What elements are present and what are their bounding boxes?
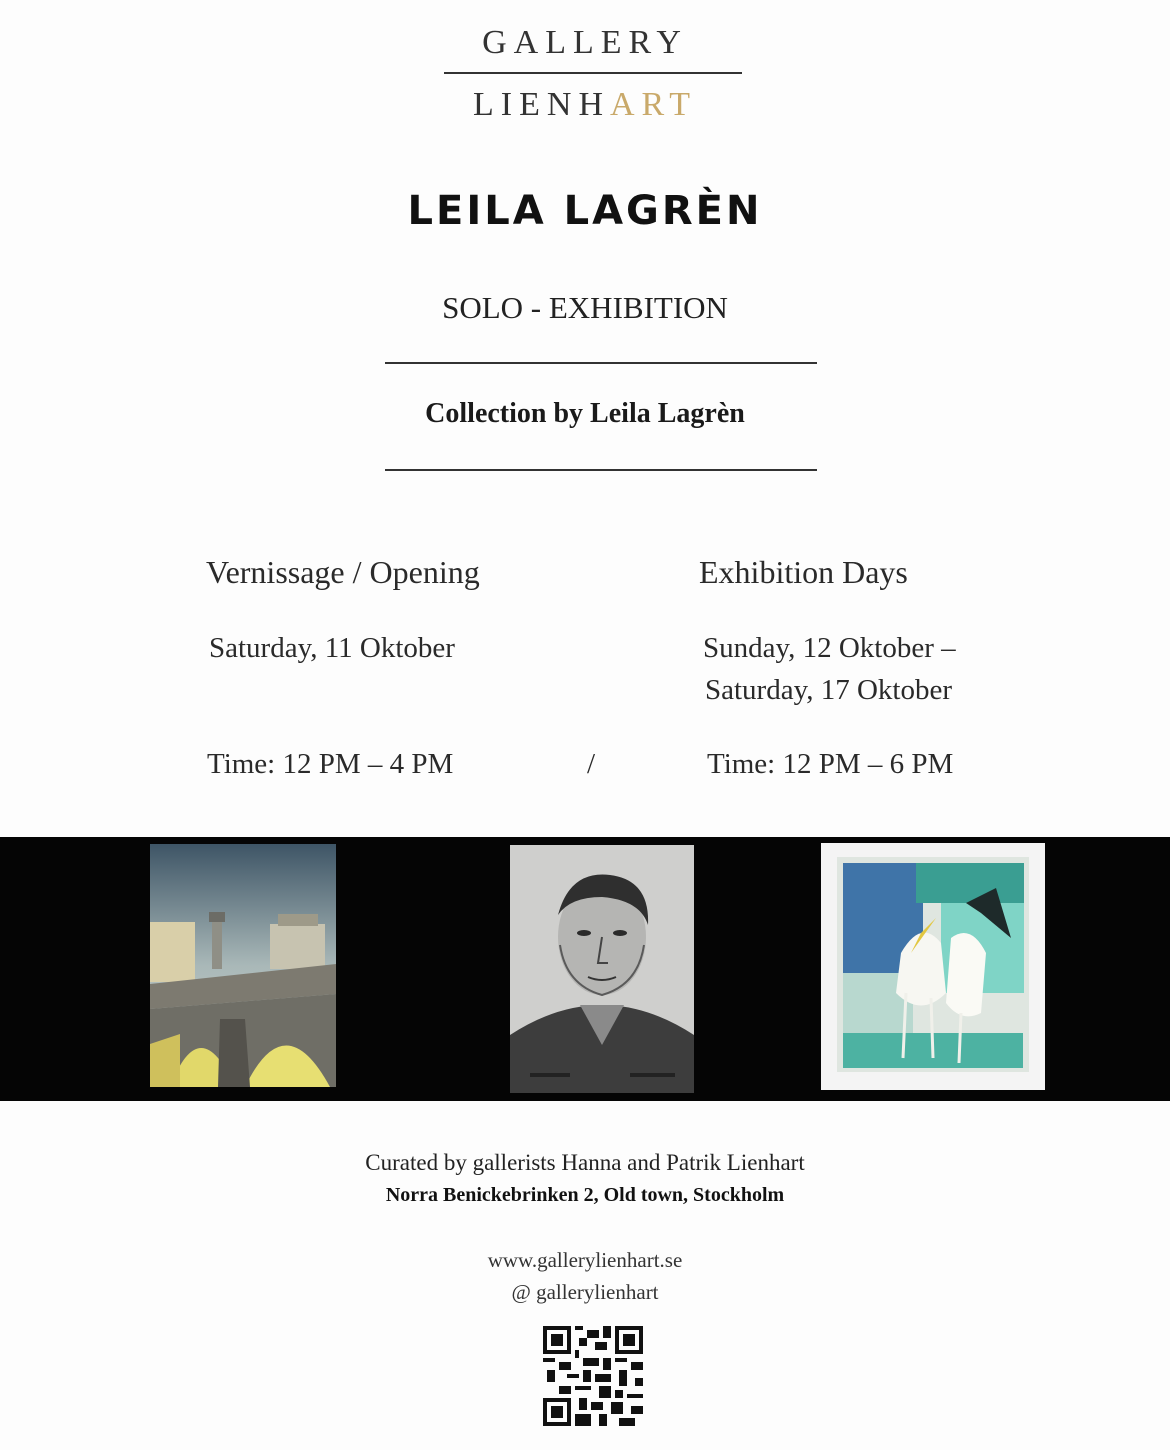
logo-line2-accent: ART (610, 86, 697, 123)
social-handle[interactable]: @ gallerylienhart (511, 1280, 659, 1304)
curators-line: Curated by gallerists Hanna and Patrik Lienhart (365, 1150, 805, 1175)
artwork-city-bridge (150, 844, 336, 1087)
opening-time: Time: 12 PM – 4 PM (207, 748, 454, 780)
exhibition-days-heading: Exhibition Days (699, 554, 908, 590)
logo-divider (444, 72, 742, 74)
website-link[interactable]: www.gallerylienhart.se (487, 1248, 683, 1272)
collection-title: Collection by Leila Lagrèn (425, 398, 745, 429)
time-separator: / (587, 748, 596, 780)
opening-date: Saturday, 11 Oktober (209, 632, 455, 664)
exhibition-date-end: Saturday, 17 Oktober (705, 674, 952, 706)
artwork-band (0, 837, 1170, 1101)
artwork-cranes (821, 843, 1045, 1090)
exhibition-time: Time: 12 PM – 6 PM (707, 748, 954, 780)
artist-name: LEILA LAGRÈN (407, 188, 763, 234)
exhibition-date-start: Sunday, 12 Oktober – (703, 632, 956, 664)
exhibition-type: SOLO - EXHIBITION (442, 290, 728, 325)
divider-top (385, 362, 817, 364)
gallery-logo-line1: GALLERY (482, 24, 688, 61)
opening-heading: Vernissage / Opening (206, 554, 480, 590)
logo-line2-part1: LIENH (473, 86, 610, 123)
divider-bottom (385, 469, 817, 471)
qr-code-icon[interactable] (543, 1326, 643, 1426)
artwork-portrait (510, 845, 694, 1093)
gallery-logo-line2 (0, 86, 1170, 124)
gallery-address: Norra Benickebrinken 2, Old town, Stockholm (385, 1184, 785, 1206)
